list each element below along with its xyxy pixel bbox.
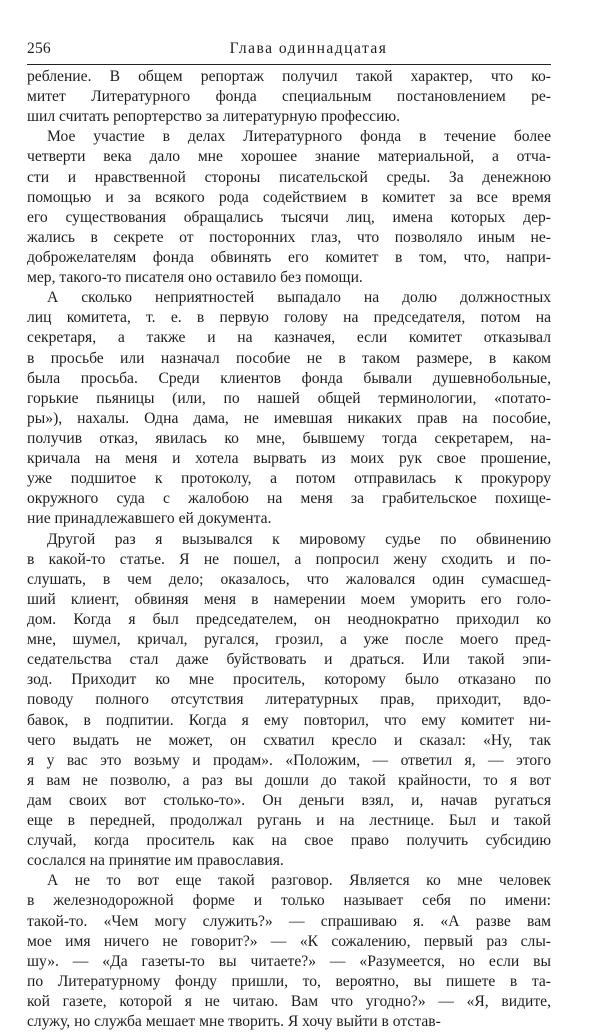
text-line: случай, когда проситель как на свое право получить субсидию [27, 832, 551, 850]
text-line: я вам не позволю, а раз вы дошли до такой крайности, то я вот [27, 771, 551, 789]
header-rule [27, 64, 551, 65]
text-line: чего выдать не может, он схватил кресло и сказал: «Ну, так [27, 731, 551, 749]
page-number: 256 [27, 40, 51, 57]
text-line: получив отказ, явилась ко мне, бывшему тогда секретарем, на- [27, 429, 551, 447]
text-line: дам своих вот столько-то». Он деньги взял, и, начав ругаться [27, 791, 551, 809]
text-line: ние принадлежавшего ей документа. [27, 510, 272, 528]
text-line: жались в секрете от посторонних глаз, что позволяло иным не- [27, 228, 551, 246]
text-line: кой газете, которой я не читаю. Вам что угодно?» — «Я, видите, [27, 993, 551, 1011]
paragraph [27, 127, 551, 288]
paragraph [27, 871, 551, 1032]
text-line: в железнодорожной форме и только называет себя по имени: [27, 892, 551, 910]
running-head [27, 40, 550, 60]
text-line: митет Литературного фонда специальным постановлением ре- [27, 88, 551, 106]
text-line: мое имя ничего не говорит?» — «К сожалению, первый раз слы- [27, 932, 551, 950]
text-line: Мое участие в делах Литературного фонда в течение более [47, 128, 551, 146]
text-line: мер, такого-то писателя оно оставило без помощи. [27, 269, 363, 287]
paragraph [27, 288, 551, 529]
text-line: была просьба. Среди клиентов фонда бывали душевнобольные, [27, 369, 551, 387]
paragraph [27, 530, 551, 872]
text-line: шил считать репортерство за литературную профессию. [27, 108, 400, 126]
text-line: помощью и за всякого рода содействием в комитет за все время [27, 188, 551, 206]
text-line: секретаря, а также и на казначея, если комитет отказывал [27, 329, 551, 347]
text-line: в просьбе или назначал пособие не в таком размере, в каком [27, 349, 551, 367]
text-line: сти и нравственной стороны писательской среды. За денежною [27, 168, 551, 186]
text-line: сослался на принятие им православия. [27, 852, 284, 870]
text-line: окружного суда с жалобою на меня за грабительское похище- [27, 490, 551, 508]
text-line: я у вас это возьму и продам». «Положим, — ответил я, — этого [27, 751, 551, 769]
text-line: поводу полного отсутствия литературных прав, приходит, вдо- [27, 691, 551, 709]
text-line: горькие пьяницы (или, по нашей общей терминологии, «потато- [27, 389, 551, 407]
text-line: ры»), нахалы. Одна дама, не имевшая никаких прав на пособие, [27, 409, 551, 427]
text-line: А не то вот еще такой разговор. Является ко мне человек [47, 872, 551, 890]
text-line: лиц комитета, т. е. в первую голову на председателя, потом на [27, 309, 551, 327]
text-line: А сколько неприятностей выпадало на долю должностных [47, 289, 551, 307]
text-line: его существования обращались тысячи лиц, имена которых дер- [27, 208, 551, 226]
text-line: дом. Когда я был председателем, он неоднократно приходил ко [27, 610, 551, 628]
paragraph [27, 67, 551, 127]
text-line: уже подшитое к протоколу, а потом отправилась к прокурору [27, 470, 551, 488]
text-line: еще в передней, продолжал ругань и на лестнице. Был и такой [27, 812, 551, 830]
text-line: шу». — «Да газеты-то вы читаете?» — «Разумеется, но если вы [27, 952, 551, 970]
text-line: мне, шумел, кричал, ругался, грозил, а уже после моего пред- [27, 631, 551, 649]
text-line: седательства стал даже буйствовать и драться. Или такой эпи- [27, 651, 551, 669]
text-line: доброжелателям фонда обвинять его комитет в том, что, напри- [27, 248, 551, 266]
text-line: четверти века дало мне хорошее знание материальной, а отча- [27, 148, 551, 166]
text-line: ший клиент, обвиняя меня в намерении моем уморить его голо- [27, 590, 551, 608]
text-line: Другой раз я вызывался к мировому судье по обвинению [47, 530, 551, 548]
text-line: служу, но служба мешает мне творить. Я хочу выйти в отстав- [27, 1013, 441, 1031]
text-line: в какой-то статье. Я не пошел, а попросил жену сходить и по- [27, 550, 551, 568]
text-line: слушать, в чем дело; оказалось, что жаловался один сумасшед- [27, 570, 551, 588]
text-line: кричала на меня и хотела вырвать из моих рук свое прошение, [27, 450, 551, 468]
body-text [27, 67, 551, 1032]
text-line: бавок, в подпитии. Когда я ему повторил, что ему комитет ни- [27, 711, 551, 729]
text-line: зод. Приходит ко мне проситель, которому было отказано по [27, 671, 551, 689]
text-line: такой-то. «Чем могу служить?» — спрашиваю я. «А разве вам [27, 912, 551, 930]
chapter-title: Глава одиннадцатая [229, 40, 388, 57]
text-line: ребление. В общем репортаж получил такой характер, что ко- [27, 68, 551, 85]
text-line: по Литературному фонду пришли, то, вероятно, вы пишете в та- [27, 972, 551, 990]
